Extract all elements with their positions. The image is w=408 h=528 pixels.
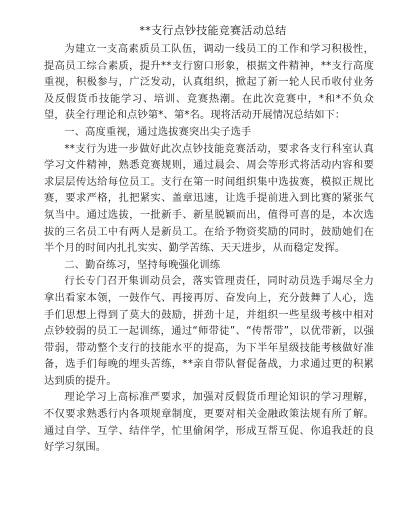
section-3-body: 理论学习上高标准严要求，加强对反假货币理论知识的学习理解，不仅要求熟悉行内各项规章制度，更要对相关金融政策法规有所了解。通过自学、互学、结伴学，忙里偷闲学，形成互帮互促、你追我赶的良好学习氛围。: [44, 392, 374, 454]
section-2-heading: 二、勤奋练习，坚持每晚强化训练: [64, 259, 221, 271]
document-title: **支行点钞技能竞赛活动总结: [139, 24, 287, 37]
section-1-body: **支行为进一步做好此次点钞技能竞赛活动，要求各支行科室认真学习文件精神，熟悉竞赛规则，通过晨会、周会等形式将活动内容和要求层层传达给每位员工。支行在第一时间组织集中选拔赛，模拟正规比赛，要求严格，扎把紧实、盖章迅速，让选手提前进入到比赛的紧张气氛当中。通过选拔，一批新手、新星脱颖而出，值得可喜的是，本次选拔的三名员工中有两人是新员工。在给予物资奖励的同时，鼓励她们在半个月的时间内扎扎实实、勤学苦练、天天进步，从而稳定发挥。: [44, 143, 374, 255]
section-2-body: 行长专门召开集训动员会，落实管理责任，同时动员选手竭尽全力拿出看家本领，一鼓作气、再接再厉、奋发向上，充分鼓舞了人心，选手们思想上得到了莫大的鼓励，拼劲十足，并组织一些星级考核中相对点钞较弱的员工一起训练，通过“师带徒”、“传帮带”，以优带新，以强带弱，带动整个支行的技能水平的提高，为下半年星级技能考核做好准备，选手们每晚的埋头苦练，**亲自带队督促备战，力求通过更的积累达到质的提升。: [44, 276, 374, 387]
intro-paragraph: 为建立一支高素质员工队伍，调动一线员工的工作和学习积极性，提高员工综合素质，提升**支行窗口形象，根据文件精神，**支行高度重视，积极参与，广泛发动，认真组织，掀起了新一轮人民币收付业务及反假货币技能学习、培训、竞赛热潮。在此次竞赛中，*和*不负众望，获全行理论和点钞第*、第*名。现将活动开展情况总结如下：: [44, 44, 374, 122]
section-1-heading: 一、高度重视，通过选拔赛突出尖子选手: [64, 126, 252, 138]
